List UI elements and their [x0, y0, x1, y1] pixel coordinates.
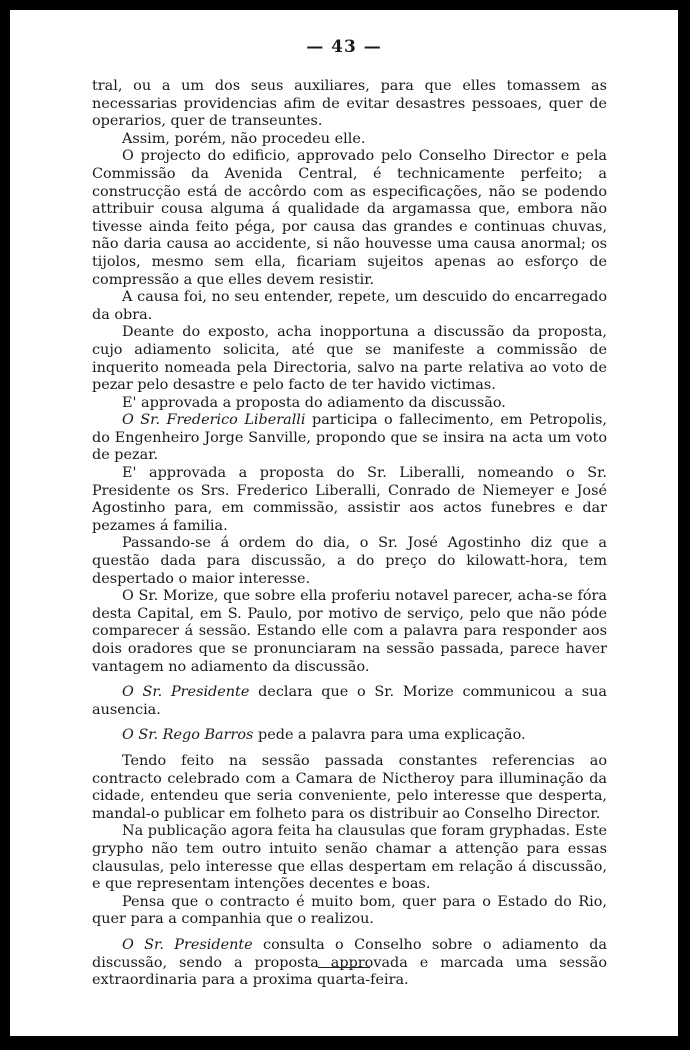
paragraph: O Sr. Morize, que sobre ella proferiu notavel parecer, acha-se fóra desta Capital, em S. Paulo, por motivo de serviço, pelo que não póde comparecer á sessão. Estando elle com a palavra para responder aos dois oradores que se pronunciaram na sessão passada, parece haver vantagem no adiamento da discussão.: [92, 588, 607, 675]
paragraph-text: declara que o Sr. Morize communicou a sua ausencia.: [92, 684, 607, 718]
paragraph: tral, ou a um dos seus auxiliares, para que elles tomassem as necessarias providencias afim de evitar desastres pessoaes, quer de operarios, quer de transeuntes.: [92, 78, 607, 130]
speaker-name: O Sr. Frederico Liberalli: [122, 412, 306, 429]
paragraph: [92, 937, 607, 990]
paragraph: E' approvada a proposta do adiamento da discussão.: [122, 394, 506, 411]
body-text: [92, 78, 607, 990]
paragraph-text: participa o fallecimento, em Petropolis, do Engenheiro Jorge Sanville, propondo que se insira na acta um voto de pezar.: [92, 412, 607, 464]
paragraph-text: pede a palavra para uma explicação.: [253, 727, 526, 744]
document-page: [10, 10, 678, 1036]
speaker-name: O Sr. Presidente: [122, 936, 253, 953]
paragraph: [92, 684, 607, 719]
paragraph: Tendo feito na sessão passada constantes referencias ao contracto celebrado com a Camara de Nictheroy para illuminação da cidade, entendeu que seria conveniente, pelo interesse que desperta, mandal-o publicar em folheto para os distribuir ao Conselho Director.: [92, 752, 607, 822]
paragraph: [92, 412, 607, 465]
paragraph: Passando-se á ordem do dia, o Sr. José Agostinho diz que a questão dada para discussão, a do preço do kilowatt-hora, tem despertado o maior interesse.: [92, 535, 607, 587]
paragraph: E' approvada a proposta do Sr. Liberalli, nomeando o Sr. Presidente os Srs. Frederico Liberalli, Conrado de Niemeyer e José Agostinho para, em commissão, assistir aos actos funebres e dar pezames á familia.: [92, 465, 607, 534]
paragraph: Pensa que o contracto é muito bom, quer para o Estado do Rio, quer para a companhia que o realizou.: [92, 893, 607, 928]
paragraph: A causa foi, no seu entender, repete, um descuido do encarregado da obra.: [92, 289, 607, 323]
paragraph: Na publicação agora feita ha clausulas que foram gryphadas. Este grypho não tem outro intuito senão chamar a attenção para essas clausulas, pelo interesse que ellas despertam em relação á discussão, e que representam intenções decentes e boas.: [92, 823, 607, 893]
speaker-name: O Sr. Presidente: [122, 684, 250, 701]
paragraph: [92, 727, 607, 745]
footer-rule: [318, 967, 370, 968]
paragraph-text: consulta o Conselho sobre o adiamento da discussão, sendo a proposta approvada e marcada uma sessão extraordinaria para a proxima quarta-feira.: [92, 936, 607, 989]
paragraph: Assim, porém, não procedeu elle.: [122, 130, 366, 147]
page-number: — 43 —: [306, 37, 382, 57]
speaker-name: O Sr. Rego Barros: [122, 727, 254, 744]
paragraph: O projecto do edificio, approvado pelo Conselho Director e pela Commissão da Avenida Central, é technicamente perfeito; a construcção está de accôrdo com as especificações, não se podendo attribuir cousa alguma á qualidade da argamassa que, embora não tivesse ainda feito péga, por causa das grandes e continuas chuvas, não daria causa ao accidente, si não houvesse uma causa anormal; os tijolos, mesmo sem ella, ficariam sujeitos apenas ao esforço de compressão a que elles devem resistir.: [92, 148, 607, 288]
paragraph: Deante do exposto, acha inopportuna a discussão da proposta, cujo adiamento solicita, até que se manifeste a commissão de inquerito nomeada pela Directoria, salvo na parte relativa ao voto de pezar pelo desastre e pelo facto de ter havido victimas.: [92, 324, 607, 394]
